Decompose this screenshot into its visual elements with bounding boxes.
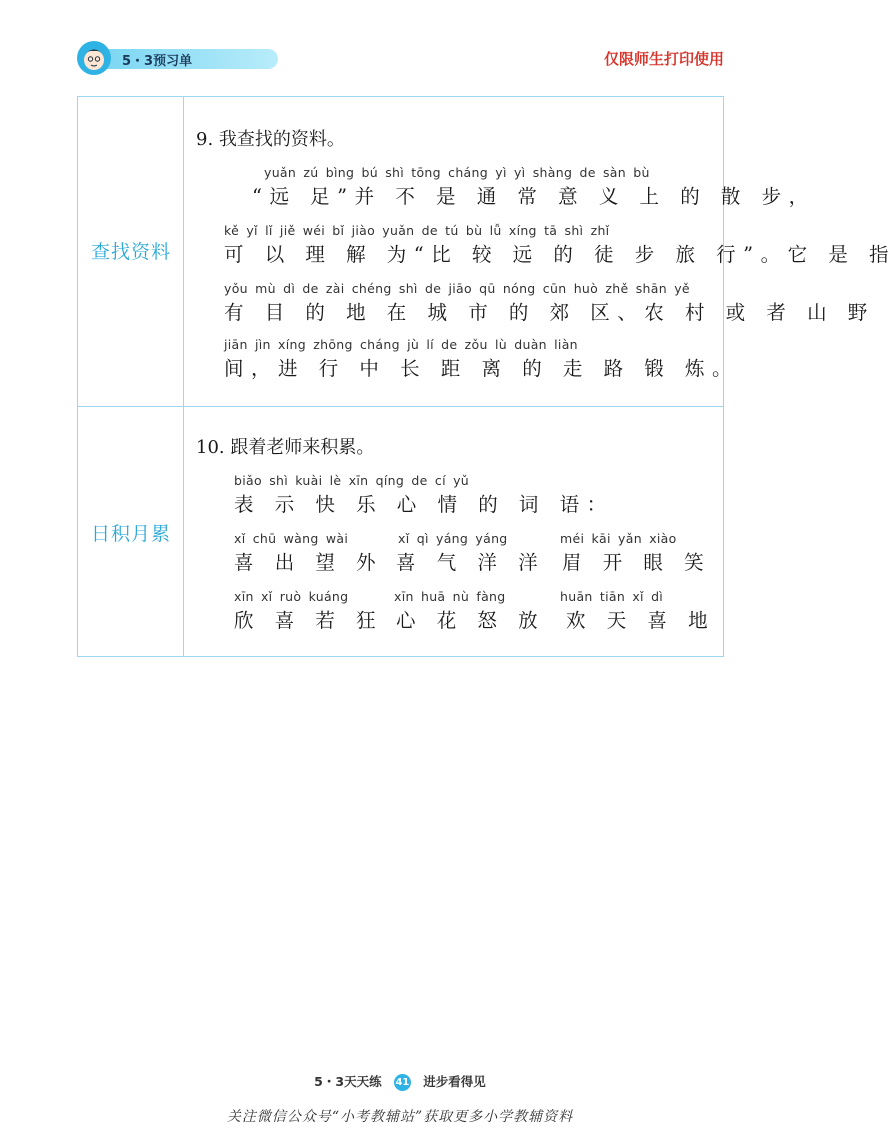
question-9-title: 9. 我查找的资料。: [196, 129, 345, 150]
text-line: 间，进 行 中 长 距 离 的 走 路 锻 炼。: [224, 357, 739, 380]
question-10-title: 10. 跟着老师来积累。: [196, 437, 375, 458]
text-line: 可 以 理 解 为“比 较 远 的 徒 步 旅 行”。它 是 指: [224, 243, 896, 266]
word-pinyin: huān tiān xǐ dì: [560, 589, 664, 604]
word-pinyin: xīn xǐ ruò kuáng: [234, 589, 349, 604]
section-label-research: 查找资料: [90, 241, 171, 263]
row-divider: [78, 406, 723, 407]
print-notice: 仅限师生打印使用: [603, 50, 724, 68]
word-pinyin: xǐ qì yáng yáng: [398, 531, 508, 546]
pinyin-line: yǒu mù dì de zài chéng shì de jiāo qū nóng cūn huò zhě shān yě: [224, 281, 690, 296]
word-pinyin: xǐ chū wàng wài: [234, 531, 349, 546]
page-footer: [0, 1072, 800, 1091]
pinyin-line: yuǎn zú bìng bú shì tōng cháng yì yì shàng de sàn bù: [264, 165, 650, 180]
pinyin-line: jiān jìn xíng zhōng cháng jù lí de zǒu lù duàn liàn: [224, 337, 578, 352]
word-text: 心 花 怒 放: [396, 609, 546, 632]
pinyin-line: biǎo shì kuài lè xīn qíng de cí yǔ: [234, 473, 470, 488]
footer-slogan: 进步看得见: [423, 1074, 486, 1089]
worksheet-table: [77, 96, 896, 657]
series-badge-text: 5・3预习单: [122, 54, 193, 69]
series-badge: [76, 40, 276, 76]
text-line: “远 足”并 不 是 通 常 意 义 上 的 散 步，: [252, 185, 816, 208]
word-text: 喜 出 望 外: [234, 551, 384, 574]
pinyin-line: kě yǐ lǐ jiě wéi bǐ jiào yuǎn de tú bù lǚ xíng tā shì zhǐ: [224, 223, 610, 238]
label-column: [78, 97, 184, 656]
word-text: 喜 气 洋 洋: [396, 551, 546, 574]
section-label-accumulation: 日积月累: [90, 523, 171, 545]
text-line: 表 示 快 乐 心 情 的 词 语：: [234, 493, 614, 516]
page-number: 41: [394, 1074, 411, 1091]
word-pinyin: xīn huā nù fàng: [394, 589, 506, 604]
footer-series: 5・3天天练: [314, 1074, 382, 1089]
promo-line: 关注微信公众号“小考教辅站”获取更多小学教辅资料: [226, 1109, 574, 1125]
word-pinyin: méi kāi yǎn xiào: [560, 531, 677, 546]
word-text: 欢 天 喜 地: [566, 609, 716, 632]
word-text: 眉 开 眼 笑: [562, 551, 712, 574]
word-text: 欣 喜 若 狂: [234, 609, 384, 632]
mascot-avatar-icon: [76, 40, 112, 76]
text-line: 有 目 的 地 在 城 市 的 郊 区、农 村 或 者 山 野: [224, 301, 875, 324]
